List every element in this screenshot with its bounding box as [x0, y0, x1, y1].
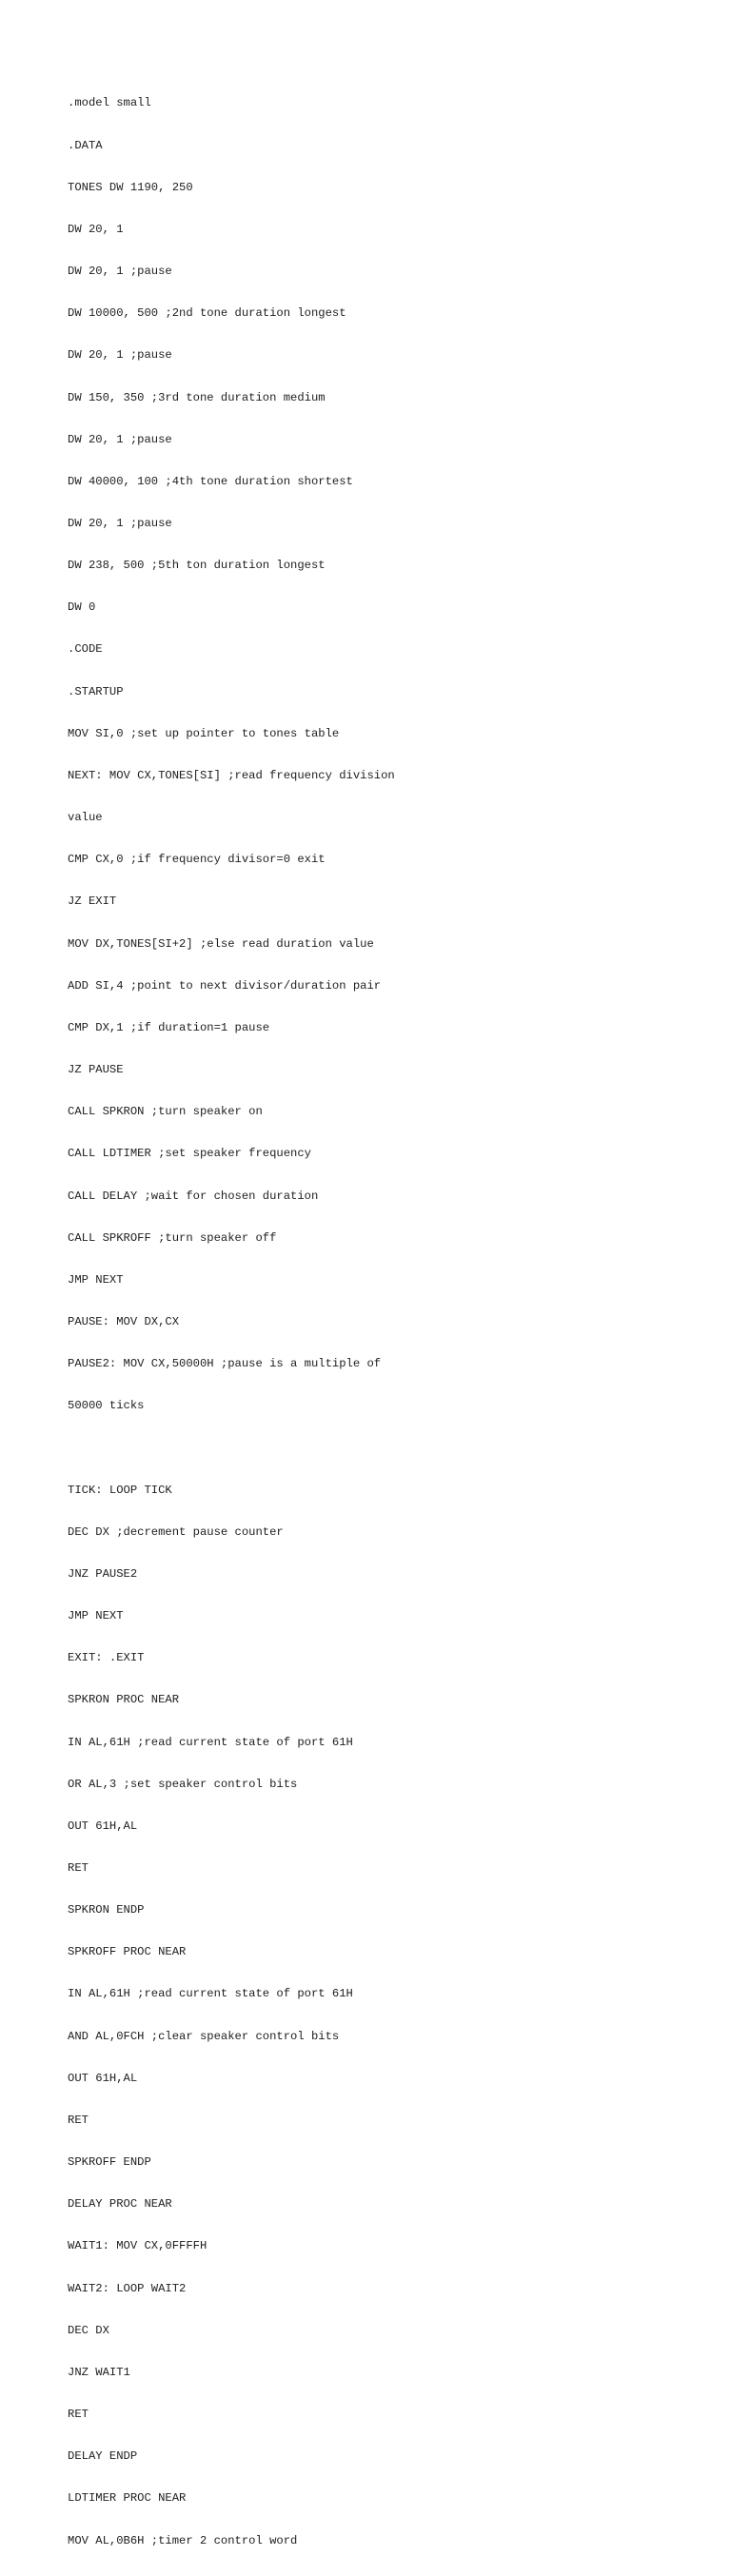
code-line: DW 238, 500 ;5th ton duration longest — [68, 559, 326, 573]
code-line: CALL SPKROFF ;turn speaker off — [68, 1230, 277, 1245]
code-line: SPKROFF ENDP — [68, 2155, 151, 2170]
code-line: EXIT: .EXIT — [68, 1651, 145, 1665]
code-line: .model small — [68, 96, 151, 110]
code-line: IN AL,61H ;read current state of port 61H — [68, 1735, 353, 1749]
code-line: .CODE — [68, 642, 103, 657]
code-line: DW 20, 1 ;pause — [68, 432, 172, 446]
code-line: WAIT2: LOOP WAIT2 — [68, 2281, 187, 2295]
code-line: DW 20, 1 — [68, 222, 124, 236]
code-line: DW 10000, 500 ;2nd tone duration longest — [68, 306, 346, 321]
code-line: NEXT: MOV CX,TONES[SI] ;read frequency division — [68, 768, 395, 782]
code-line: OUT 61H,AL — [68, 1819, 138, 1833]
code-line: DW 20, 1 ;pause — [68, 517, 172, 530]
code-line: AND AL,0FCH ;clear speaker control bits — [68, 2029, 340, 2043]
code-line: DEC DX ;decrement pause counter — [68, 1524, 284, 1539]
code-line: SPKROFF PROC NEAR — [68, 1945, 187, 1959]
code-line: DELAY PROC NEAR — [68, 2197, 172, 2212]
code-line: OUT 61H,AL — [68, 2071, 138, 2085]
code-line: CMP DX,1 ;if duration=1 pause — [68, 1020, 270, 1034]
code-line: DELAY ENDP — [68, 2449, 138, 2464]
code-line: RET — [68, 2408, 89, 2422]
code-line: DW 150, 350 ;3rd tone duration medium — [68, 390, 326, 404]
code-line: JZ PAUSE — [68, 1063, 124, 1077]
code-line: PAUSE2: MOV CX,50000H ;pause is a multiple of — [68, 1357, 382, 1371]
code-line: JMP NEXT — [68, 1609, 124, 1623]
code-line: DEC DX — [68, 2323, 109, 2337]
code-line: MOV SI,0 ;set up pointer to tones table — [68, 726, 340, 740]
code-line: LDTIMER PROC NEAR — [68, 2491, 187, 2506]
code-line: DW 20, 1 ;pause — [68, 265, 172, 279]
code-line: MOV DX,TONES[SI+2] ;else read duration value — [68, 936, 374, 951]
code-line: JMP NEXT — [68, 1272, 124, 1287]
code-line: JNZ PAUSE2 — [68, 1566, 138, 1581]
code-line: DW 40000, 100 ;4th tone duration shortest — [68, 474, 353, 488]
blank-line — [68, 1441, 420, 1455]
code-line: SPKRON ENDP — [68, 1903, 145, 1917]
code-line: PAUSE: MOV DX,CX — [68, 1314, 180, 1328]
code-line: CMP CX,0 ;if frequency divisor=0 exit — [68, 853, 326, 867]
code-line: TICK: LOOP TICK — [68, 1483, 172, 1497]
code-line: TONES DW 1190, 250 — [68, 180, 193, 194]
code-line: CALL LDTIMER ;set speaker frequency — [68, 1147, 311, 1161]
code-line: .DATA — [68, 138, 103, 152]
code-line: value — [68, 811, 103, 825]
code-line: MOV AL,0B6H ;timer 2 control word — [68, 2533, 298, 2547]
code-line: JZ EXIT — [68, 895, 117, 909]
code-line: RET — [68, 1861, 89, 1875]
code-line: WAIT1: MOV CX,0FFFFH — [68, 2239, 207, 2253]
code-line: ADD SI,4 ;point to next divisor/duration pair — [68, 978, 382, 993]
code-line: DW 20, 1 ;pause — [68, 348, 172, 363]
code-line: CALL SPKRON ;turn speaker on — [68, 1105, 263, 1119]
code-line: OR AL,3 ;set speaker control bits — [68, 1777, 298, 1791]
assembly-code-listing — [68, 69, 420, 2576]
code-line: IN AL,61H ;read current state of port 61H — [68, 1987, 353, 2001]
code-line: .STARTUP — [68, 684, 124, 698]
code-line: CALL DELAY ;wait for chosen duration — [68, 1189, 319, 1203]
code-line: DW 0 — [68, 600, 96, 615]
code-line: JNZ WAIT1 — [68, 2365, 130, 2379]
code-line: RET — [68, 2113, 89, 2127]
code-line: 50000 ticks — [68, 1399, 145, 1413]
code-line: SPKRON PROC NEAR — [68, 1693, 180, 1707]
